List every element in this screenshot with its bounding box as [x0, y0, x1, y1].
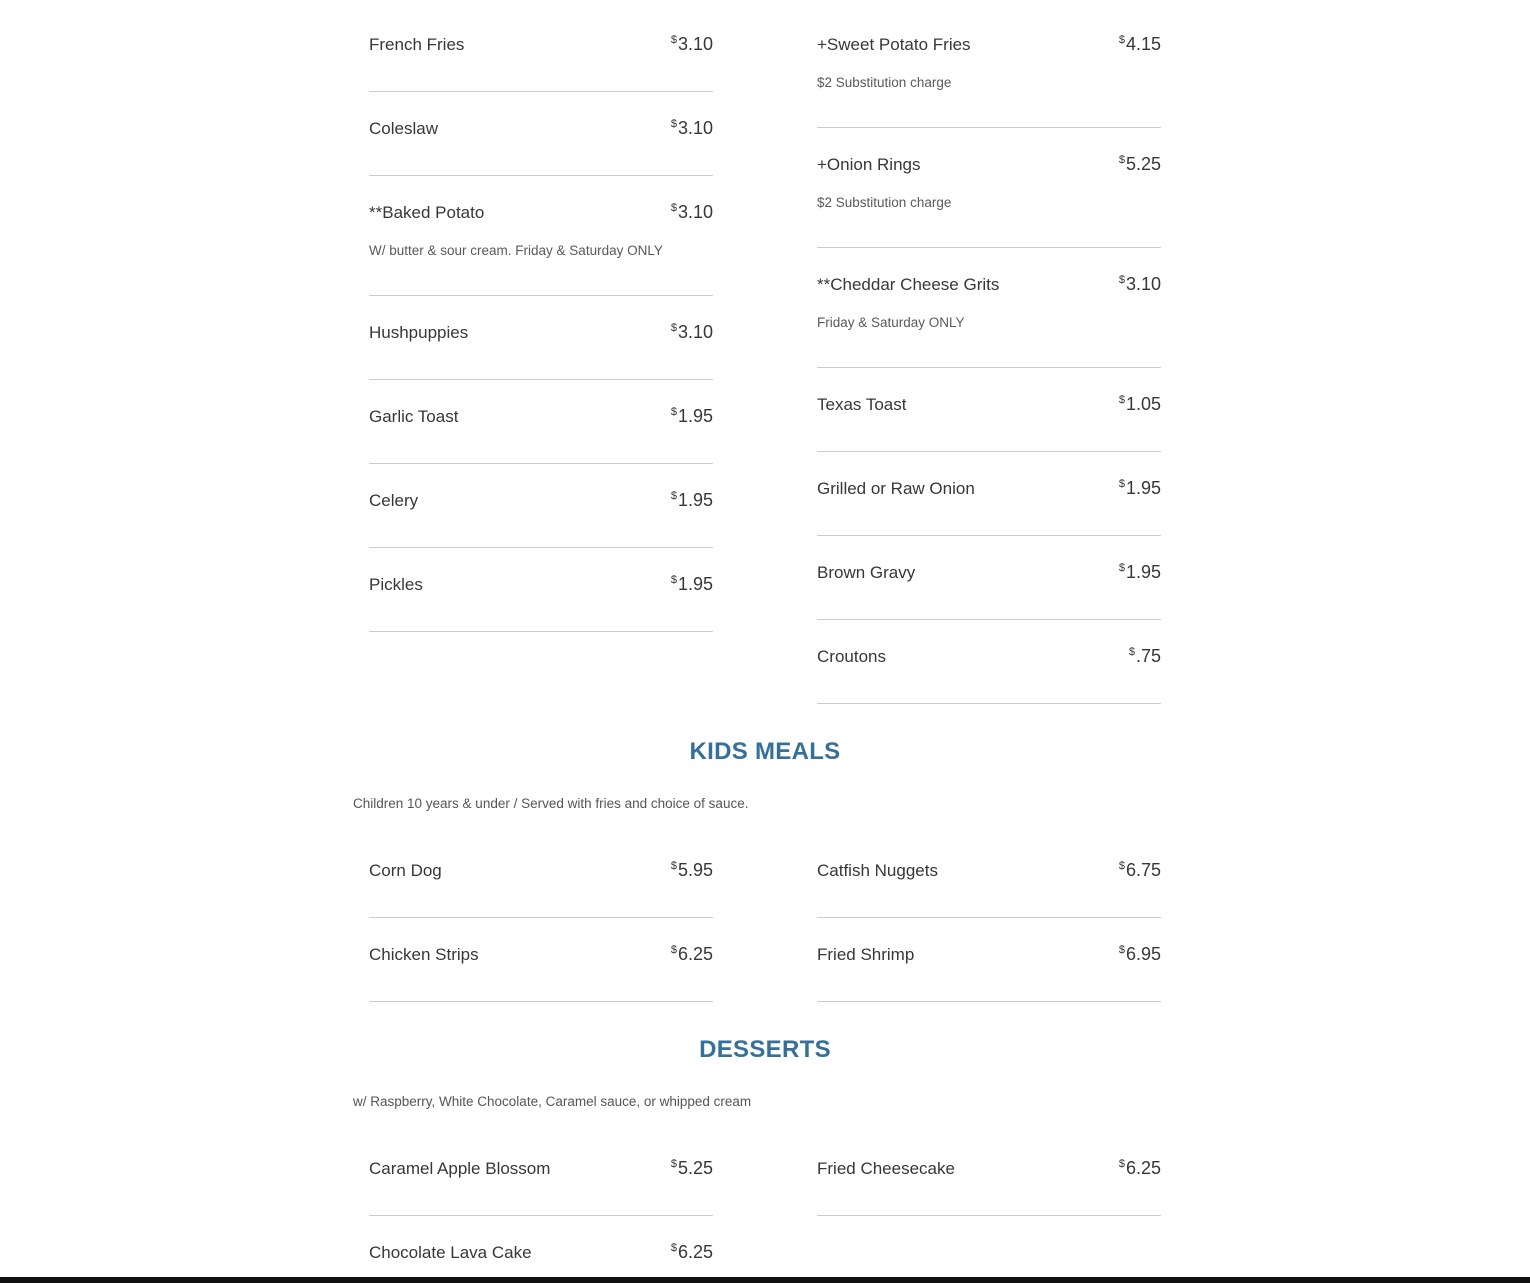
menu-item [369, 1216, 713, 1283]
price-amount: 3.10 [1125, 274, 1161, 294]
currency-symbol: $ [670, 574, 677, 586]
currency-symbol: $ [1118, 860, 1125, 872]
menu-item [817, 128, 1161, 248]
menu-item [369, 834, 713, 918]
item-row [817, 944, 1161, 965]
currency-symbol: $ [670, 118, 677, 130]
item-price [671, 1242, 713, 1262]
menu-column-right [801, 8, 1177, 704]
menu-item [369, 8, 713, 92]
price-amount: 1.95 [1125, 478, 1161, 498]
menu-item [369, 380, 713, 464]
sides-section [353, 8, 1177, 704]
item-row [817, 34, 1161, 55]
kids-meals-columns [353, 834, 1177, 1002]
menu-item [369, 1132, 713, 1216]
item-row [817, 1158, 1161, 1179]
item-name: **Baked Potato [369, 203, 485, 222]
item-name: Chocolate Lava Cake [369, 1243, 532, 1262]
menu-content [353, 0, 1177, 1283]
item-price [1119, 860, 1161, 880]
menu-item [817, 536, 1161, 620]
price-amount: 1.05 [1125, 394, 1161, 414]
item-price [1119, 1158, 1161, 1178]
item-price [1119, 34, 1161, 54]
item-description: $2 Substitution charge [817, 195, 952, 210]
item-name: Pickles [369, 575, 423, 594]
item-name: Corn Dog [369, 861, 442, 880]
item-row [369, 34, 713, 55]
item-price [671, 944, 713, 964]
item-name: Brown Gravy [817, 563, 916, 582]
item-row [369, 1242, 713, 1263]
item-name: Chicken Strips [369, 945, 479, 964]
price-amount: 5.95 [677, 860, 713, 880]
price-amount: 1.95 [1125, 562, 1161, 582]
menu-item [817, 620, 1161, 704]
item-name: Fried Cheesecake [817, 1159, 955, 1178]
item-row [369, 202, 713, 223]
price-amount: 3.10 [677, 322, 713, 342]
menu-column-left [353, 8, 729, 632]
item-price [671, 574, 713, 594]
currency-symbol: $ [1118, 478, 1125, 490]
menu-column-left [353, 1132, 729, 1283]
item-row [817, 394, 1161, 415]
item-price [671, 406, 713, 426]
currency-symbol: $ [670, 1158, 677, 1170]
item-name: Texas Toast [817, 395, 907, 414]
menu-item [369, 92, 713, 176]
item-row [817, 860, 1161, 881]
item-price [671, 322, 713, 342]
section-subtitle: w/ Raspberry, White Chocolate, Caramel sauce, or whipped cream [353, 1094, 752, 1109]
currency-symbol: $ [1118, 34, 1125, 46]
item-row [369, 322, 713, 343]
currency-symbol: $ [670, 490, 677, 502]
item-price [671, 490, 713, 510]
item-row [817, 562, 1161, 583]
item-row [817, 274, 1161, 295]
currency-symbol: $ [1118, 394, 1125, 406]
price-amount: .75 [1135, 646, 1161, 666]
menu-item [817, 918, 1161, 1002]
menu-item [817, 8, 1161, 128]
item-price [1119, 154, 1161, 174]
item-name: French Fries [369, 35, 465, 54]
menu-item [369, 548, 713, 632]
price-amount: 6.95 [1125, 944, 1161, 964]
currency-symbol: $ [1118, 154, 1125, 166]
price-amount: 5.25 [1125, 154, 1161, 174]
item-price [1129, 646, 1161, 666]
section-subtitle: Children 10 years & under / Served with fries and choice of sauce. [353, 796, 749, 811]
currency-symbol: $ [670, 406, 677, 418]
item-description: $2 Substitution charge [817, 75, 952, 90]
price-amount: 6.25 [677, 1242, 713, 1262]
menu-item [817, 452, 1161, 536]
item-name: +Onion Rings [817, 155, 921, 174]
kids-meals-section [353, 738, 1177, 1002]
item-price [671, 202, 713, 222]
section-title: KIDS MEALS [689, 738, 841, 765]
item-row [369, 1158, 713, 1179]
currency-symbol: $ [670, 1242, 677, 1254]
currency-symbol: $ [670, 860, 677, 872]
item-price [1119, 394, 1161, 414]
currency-symbol: $ [1118, 562, 1125, 574]
price-amount: 1.95 [677, 574, 713, 594]
item-price [1119, 274, 1161, 294]
price-amount: 3.10 [677, 34, 713, 54]
item-row [369, 118, 713, 139]
item-name: Celery [369, 491, 419, 510]
price-amount: 3.10 [677, 202, 713, 222]
item-price [671, 1158, 713, 1178]
item-name: Grilled or Raw Onion [817, 479, 975, 498]
menu-column-right [801, 1132, 1177, 1216]
item-row [369, 574, 713, 595]
price-amount: 1.95 [677, 490, 713, 510]
desserts-section [353, 1036, 1177, 1283]
price-amount: 1.95 [677, 406, 713, 426]
price-amount: 6.25 [677, 944, 713, 964]
item-name: Catfish Nuggets [817, 861, 938, 880]
currency-symbol: $ [1128, 646, 1135, 658]
desserts-columns [353, 1132, 1177, 1283]
item-name: Croutons [817, 647, 886, 666]
price-amount: 3.10 [677, 118, 713, 138]
price-amount: 4.15 [1125, 34, 1161, 54]
price-amount: 5.25 [677, 1158, 713, 1178]
item-price [671, 118, 713, 138]
currency-symbol: $ [670, 944, 677, 956]
item-name: Garlic Toast [369, 407, 459, 426]
item-name: +Sweet Potato Fries [817, 35, 971, 54]
menu-item [369, 176, 713, 296]
item-row [817, 478, 1161, 499]
item-row [369, 490, 713, 511]
menu-column-left [353, 834, 729, 1002]
item-row [369, 944, 713, 965]
item-name: Coleslaw [369, 119, 438, 138]
item-row [817, 154, 1161, 175]
currency-symbol: $ [1118, 944, 1125, 956]
item-row [817, 646, 1161, 667]
currency-symbol: $ [670, 34, 677, 46]
currency-symbol: $ [1118, 274, 1125, 286]
item-price [1119, 944, 1161, 964]
item-name: Hushpuppies [369, 323, 469, 342]
section-title: DESSERTS [699, 1036, 831, 1063]
item-price [1119, 478, 1161, 498]
item-description: W/ butter & sour cream. Friday & Saturday ONLY [369, 243, 663, 258]
item-price [671, 860, 713, 880]
item-row [369, 860, 713, 881]
page-bottom-border [0, 1277, 1530, 1283]
menu-item [369, 296, 713, 380]
item-row [369, 406, 713, 427]
item-name: **Cheddar Cheese Grits [817, 275, 1000, 294]
menu-item [817, 368, 1161, 452]
menu-item [369, 918, 713, 1002]
currency-symbol: $ [670, 202, 677, 214]
item-name: Caramel Apple Blossom [369, 1159, 551, 1178]
price-amount: 6.75 [1125, 860, 1161, 880]
item-description: Friday & Saturday ONLY [817, 315, 965, 330]
menu-item [817, 1132, 1161, 1216]
item-price [671, 34, 713, 54]
menu-column-right [801, 834, 1177, 1002]
item-price [1119, 562, 1161, 582]
sides-columns [353, 8, 1177, 704]
menu-item [369, 464, 713, 548]
price-amount: 6.25 [1125, 1158, 1161, 1178]
menu-item [817, 834, 1161, 918]
currency-symbol: $ [670, 322, 677, 334]
currency-symbol: $ [1118, 1158, 1125, 1170]
menu-item [817, 248, 1161, 368]
item-name: Fried Shrimp [817, 945, 915, 964]
